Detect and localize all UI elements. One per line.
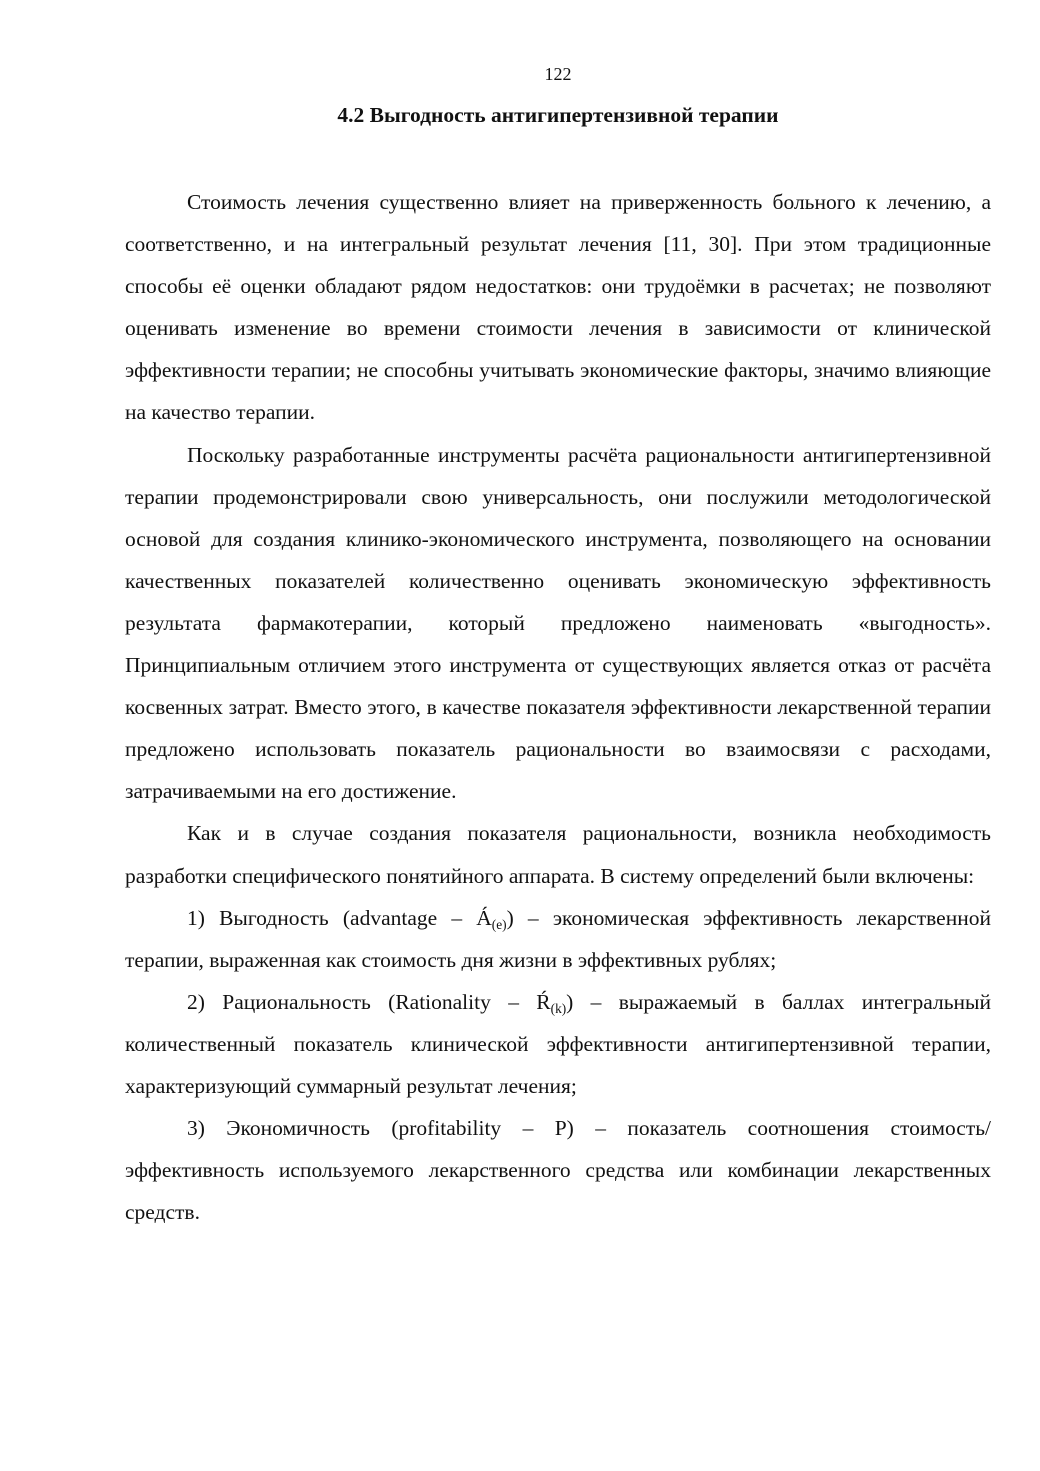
page-number: 122 — [544, 64, 572, 84]
paragraph-cost-of-treatment: Стоимость лечения существенно влияет на приверженность больного к лечению, а соответственно, и на интегральный результат лечения [11, 30]. При этом традиционные способы её оценки обладают рядом недостатков: они трудоёмки в расчетах; не позволяют оценивать изменение во времени стоимости лечения в зависимости от клинической эффективности терапии; не способны учитывать экономические факторы, значимо влияющие на качество терапии. — [125, 190, 991, 425]
definition-subscript: (k) — [550, 1000, 567, 1016]
definition-profitability — [125, 1107, 991, 1233]
definition-text: 2) Рациональность (Rationality – Ŕ — [187, 989, 551, 1014]
definition-text: ) – выражаемый в баллах интегральный количественный показатель клинической эффективности антигипертензивной терапии, характеризующий суммарный результат лечения; — [125, 989, 991, 1098]
paragraph-advantage-instrument: Поскольку разработанные инструменты расчёта рациональности антигипертензивной терапии продемонстрировали свою универсальность, они послужили методологической основой для создания клинико-экономического инструмента, позволяющего на основании качественных показателей количественно оценивать экономическую эффективность результата фармакотерапии, который предложено наименовать «выгодность». Принципиальным отличием этого инструмента от существующих является отказ от расчёта косвенных затрат. Вместо этого, в качестве показателя эффективности лекарственной терапии предложено использовать показатель рациональности во взаимосвязи с расходами, затрачиваемыми на его достижение. — [125, 442, 991, 804]
definition-subscript: (e) — [491, 916, 507, 932]
definition-rationality — [125, 981, 991, 1107]
definition-text: 1) Выгодность (advantage – Á — [187, 905, 492, 930]
section-heading: 4.2 Выгодность антигипертензивной терапии — [337, 103, 779, 127]
definition-text: ) – экономическая эффективность лекарственной терапии, выраженная как стоимость дня жизни в эффективных рублях; — [125, 905, 991, 972]
body-text — [125, 181, 991, 1233]
definition-text: 3) Экономичность (profitability – P) – показатель соотношения стоимость/эффективность используемого лекарственного средства или комбинации лекарственных средств. — [125, 1116, 991, 1225]
definition-advantage — [125, 897, 991, 981]
paragraph-definitions-intro: Как и в случае создания показателя рациональности, возникла необходимость разработки специфического понятийного аппарата. В систему определений были включены: — [125, 821, 991, 888]
